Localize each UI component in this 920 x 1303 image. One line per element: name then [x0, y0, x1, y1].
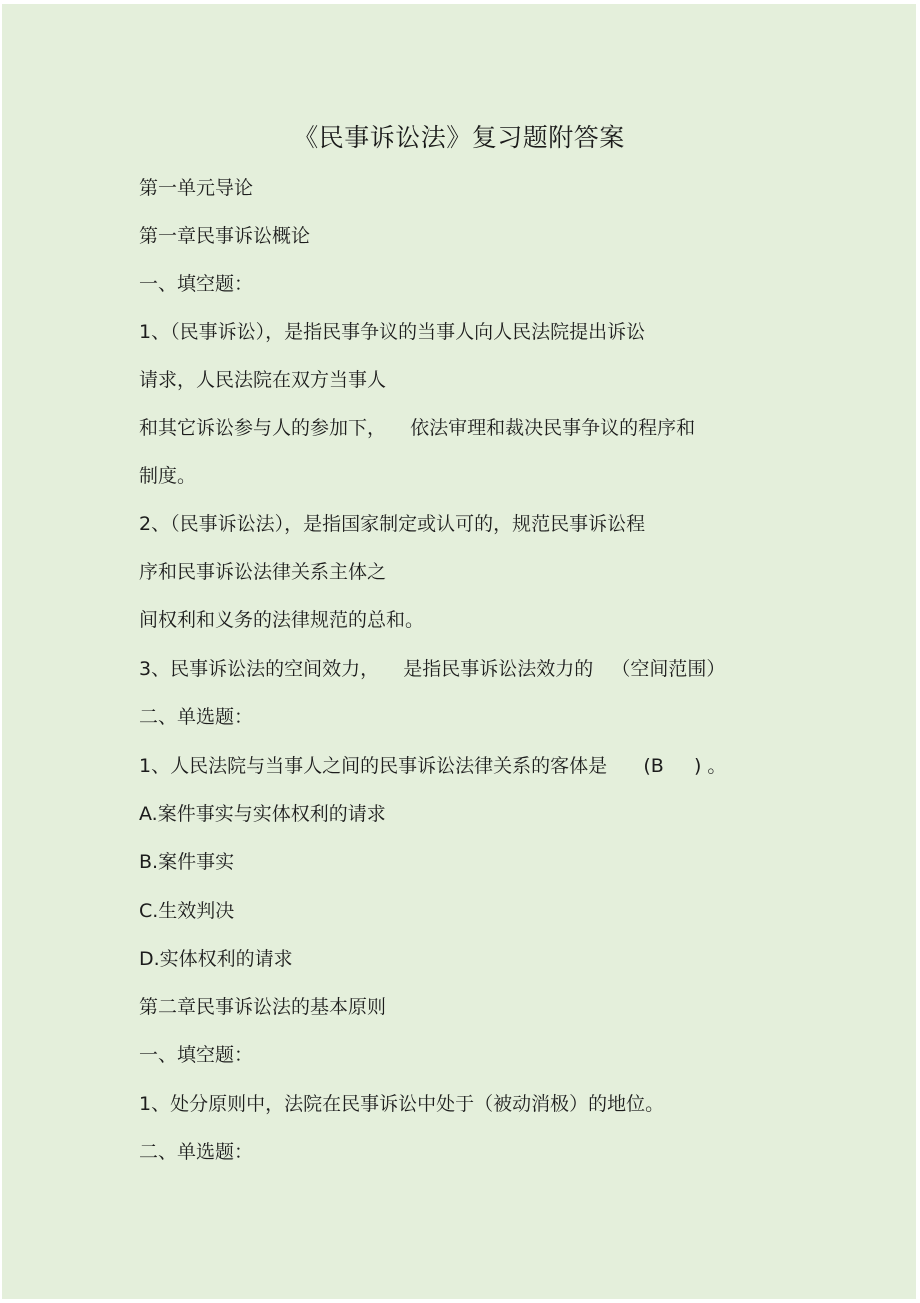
- section-heading: 二、单选题：: [139, 1141, 254, 1163]
- question-text: 1、（民事诉讼），是指民事争议的当事人向人民法院提出诉讼: [139, 321, 646, 343]
- answer-option: C.生效判决: [139, 900, 235, 922]
- section-heading: 二、单选题：: [139, 706, 254, 728]
- question-text: 和其它诉讼参与人的参加下， 依法审理和裁决民事争议的程序和: [139, 417, 696, 439]
- question-text: 请求，人民法院在双方当事人: [139, 369, 387, 391]
- answer-option: B.案件事实: [139, 851, 235, 873]
- section-heading: 一、填空题：: [139, 1044, 254, 1066]
- question-text: 序和民事诉讼法律关系主体之: [139, 561, 387, 583]
- question-text: 1、人民法院与当事人之间的民事诉讼法律关系的客体是 (B ) 。: [139, 755, 727, 777]
- question-text: 间权利和义务的法律规范的总和。: [139, 609, 425, 631]
- question-text: 制度。: [139, 465, 197, 487]
- answer-option: D.实体权利的请求: [139, 948, 293, 970]
- unit-heading: 第一单元导论: [139, 177, 254, 199]
- section-heading: 一、填空题：: [139, 273, 254, 295]
- chapter-heading: 第二章民事诉讼法的基本原则: [139, 996, 387, 1018]
- question-text: 3、民事诉讼法的空间效力， 是指民事诉讼法效力的 （空间范围）: [139, 658, 726, 680]
- answer-option: A.案件事实与实体权利的请求: [139, 803, 386, 825]
- document-title: 《民事诉讼法》复习题附答案: [293, 123, 625, 152]
- document-page: [2, 4, 916, 1299]
- question-text: 2、（民事诉讼法），是指国家制定或认可的，规范民事诉讼程: [139, 513, 646, 535]
- question-text: 1、处分原则中，法院在民事诉讼中处于（被动消极）的地位。: [139, 1093, 665, 1115]
- chapter-heading: 第一章民事诉讼概论: [139, 225, 311, 247]
